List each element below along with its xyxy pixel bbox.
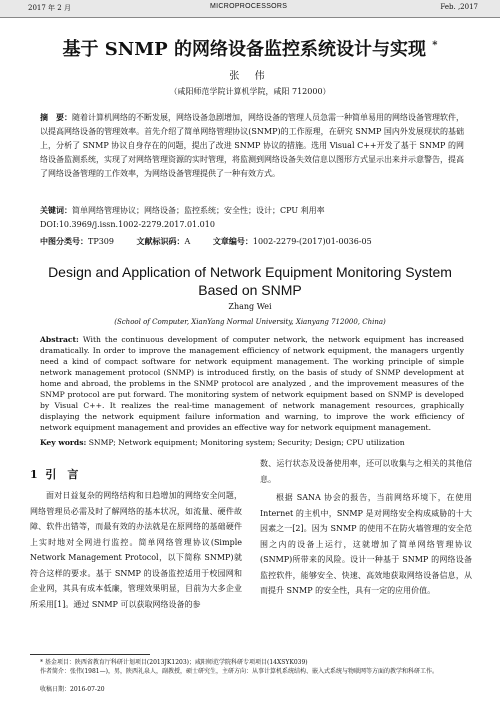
author-zh: 张 伟 [229, 71, 271, 82]
affiliation-en: (School of Computer, XianYang Normal University, Xianyang 712000, China) [114, 318, 386, 326]
section1-paragraph: 面对日益复杂的网络结构和日趋增加的网络安全问题，网络管理员必需及时了解网络的基本状况，如流量、硬件故障、软件出错等，而最有效的办法就是在原网络的基础硬件上实时地对全网进行监控。简单网络管理协议(Simple Network Management Protocol，以下简称 SNMP)就符合这样的要求。基于 SNMP 的设备监控适用于校园网和企业网，其具有成本低廉，管理效果明显，目前为大多企业所采用[1]。通过 SNMP 可以获取网络设备的参 [30, 491, 242, 609]
running-header [0, 0, 500, 18]
paper-title-en: Design and Application of Network Equipment Monitoring System Based on SNMP [48, 264, 452, 298]
doi: DOI:10.3969/j.issn.1002-2279.2017.01.010 [40, 220, 215, 229]
section-heading: 1 引 言 [30, 468, 79, 481]
paper-title: 基于 SNMP 的网络设备监控系统设计与实现 * [62, 39, 438, 60]
keywords-en: Key words: SNMP; Network equipment; Monitoring system; Security; Design; CPU utilization [40, 438, 405, 447]
footnote-divider [30, 654, 150, 655]
abstract-en: Abstract: With the continuous development of computer network, the network equipment has increased dramatically. In order to improve the management efficiency of network equipment, the managers urgently need a kind of compact software for network equipment management. The working principle of simple network management protocol (SNMP) is introduced firstly, on the basis of study of SNMP development at home and abroad, the problems in the SNMP protocol are analyzed , and the improvement measures of the SNMP protocol are put forward. The monitoring system of network equipment based on SNMP is developed by Visual C++. It realizes the real-time management of network management resources, graphically displaying the network equipment failure information and warning, to improve the work efficiency of network equipment management and provides an effective way for network equipment management. [40, 335, 464, 432]
affiliation-zh: （咸阳师范学院计算机学院，咸阳 712000） [169, 87, 331, 96]
header-date-en: Feb. ,2017 [440, 3, 478, 11]
author-en: Zhang Wei [228, 302, 272, 311]
right-column-para1: 数、运行状态及设备使用率，还可以收集与之相关的其他信息。 [260, 459, 472, 484]
keywords-zh: 关键词：简单网络管理协议；网络设备；监控系统；安全性；设计；CPU 利用率 [40, 205, 325, 215]
right-column-para2: 根据 SANA 协会的报告，当前网络环境下，在使用 Internet 的主机中，SNMP 是对网络安全构成威胁的十大因素之一[2]。因为 SNMP 的使用不在防火墙管理的安全范围之内的设备上运行，这就增加了简单网络管理协议(SNMP)所带来的风险。设计一种基于 SNMP 的网络设备监控软件，能够安全、快速、高效地获取网络设备信息，从而提升 SNMP 的安全性，具有一定的应用价值。 [260, 493, 472, 595]
header-date: 2017 年 2 月 [28, 4, 71, 12]
header-journal: MICROPROCESSORS [210, 3, 288, 10]
abstract-zh-label: 摘 要： [40, 112, 72, 122]
footnote-author: 作者简介：张伟(1981—)，男，陕西礼泉人，副教授，硕士研究生，主研方向：从事计算机系统结构、嵌入式系统与物联网等方面的教学和科研工作。 [40, 668, 438, 675]
classification-line: 中图分类号：TP309 文献标识码：A 文章编号：1002-2279-(2017)01-0036-05 [40, 236, 372, 246]
footnote-fund: * 基金项目：陕西省教育厅科研计划项目(2013JK1203)；咸阳师范学院科研专项项目(14XSYK039) [40, 659, 308, 666]
abstract-zh [40, 110, 464, 181]
abstract-zh-text: 随着计算机网络的不断发展，网络设备急剧增加，网络设备的管理人员急需一种简单易用的网络设备管理软件，以提高网络设备的管理效率。首先介绍了简单网络管理协议(SNMP)的工作原理，在研究 SNMP 国内外发展现状的基础上，分析了 SNMP 协议自身存在的问题，提出了改进 SNMP 协议的措施。选用 Visual C++开发了基于 SNMP 的网络设备监测系统，实现了对网络管理资源的实时管理，将监测到网络设备失效信息以图形方式显示出来并示意警告，提高了网络设备管理的工作效率，为网络设备管理提供了一种有效方式。 [40, 113, 464, 178]
footnote-received: 收稿日期：2016-07-20 [40, 686, 105, 693]
